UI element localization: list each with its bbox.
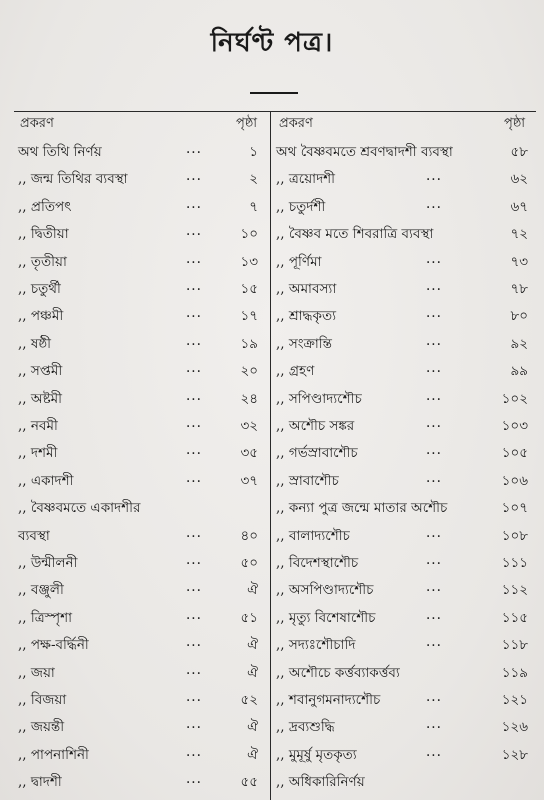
index-entry — [18, 223, 268, 245]
index-entry-page: ১০৭ — [501, 500, 528, 517]
index-entry-title: ,, উন্মীলনী — [18, 555, 78, 571]
index-entry-leader: ... — [186, 634, 202, 651]
index-entry-leader: ... — [426, 524, 442, 541]
index-entry-title: ,, দ্রব্যশুদ্ধি — [276, 719, 335, 736]
index-entry-title: ,, অধিকারিনির্ণয় — [276, 774, 365, 791]
index-entry-title: ,, তৃতীয়া — [18, 253, 67, 270]
index-entry — [276, 415, 540, 437]
index-entry — [18, 470, 268, 492]
index-entry-title: ,, শ্রাদ্ধকৃত্য — [276, 308, 336, 325]
index-entry-leader: ... — [426, 689, 442, 705]
index-entry — [276, 141, 540, 163]
index-entry-page: ১১৯ — [501, 664, 528, 681]
index-entry — [276, 607, 540, 629]
index-entry — [18, 333, 268, 355]
index-entry-page: ঐ — [247, 746, 258, 763]
index-entry — [276, 579, 540, 601]
index-entry-title: অথ তিথি নির্ণয় — [18, 144, 102, 160]
index-entry-leader: ... — [186, 743, 202, 760]
index-entry-leader: ... — [186, 250, 202, 267]
index-entry-title: ,, ত্রয়োদশী — [276, 171, 336, 188]
index-entry-page: ঐ — [247, 582, 258, 599]
column-divider — [270, 111, 271, 800]
index-entry-leader: ... — [426, 195, 442, 212]
index-entry — [276, 442, 540, 464]
index-entry-leader: ... — [186, 168, 202, 185]
index-entry-title: ,, সপ্তমী — [18, 363, 63, 380]
index-entry — [276, 196, 540, 218]
left-column-header-page: পৃষ্ঠা — [236, 116, 258, 131]
index-entry — [18, 278, 268, 300]
right-column-header-label: প্রকরণ — [279, 116, 313, 131]
index-entry-leader: ... — [426, 716, 442, 733]
index-entry — [276, 716, 540, 738]
index-entry-title: ,, একাদশী — [18, 472, 74, 489]
index-entry-page: ৩২ — [240, 418, 258, 434]
index-entry-page: ৭৩ — [510, 253, 528, 270]
index-entry-title: ,, সদ্যঃশৌচাদি — [276, 637, 356, 654]
header-rule — [14, 111, 536, 112]
index-entry-leader: ... — [186, 689, 202, 705]
index-entry-title: ,, অসপিণ্ডাদ্যশৌচ — [276, 582, 374, 599]
index-entry-page: ৯৯ — [510, 363, 528, 380]
index-entry-page: ৭২ — [510, 226, 528, 243]
index-entry — [18, 415, 268, 437]
index-entry — [276, 168, 540, 190]
index-entry-page: ১৩ — [240, 253, 258, 270]
index-entry-page: ৮০ — [510, 308, 528, 325]
index-entry-page: ঐ — [247, 637, 258, 654]
index-entry-page: ১১২ — [501, 582, 528, 599]
index-entry-leader: ... — [426, 278, 442, 294]
index-entry — [18, 388, 268, 410]
index-entry-page: ১৭ — [240, 308, 258, 325]
index-entry-title: ,, পঞ্চমী — [18, 308, 64, 325]
index-entry-leader: ... — [426, 332, 442, 349]
left-column-header-label: প্রকরণ — [20, 116, 54, 131]
index-entry-leader: ... — [186, 415, 202, 431]
index-entry-leader: ... — [186, 469, 202, 486]
index-entry-title: ,, বালাদ্যশৌচ — [276, 527, 350, 544]
index-entry — [18, 168, 268, 190]
index-entry-title: ,, মুমূর্ষু মৃতকৃত্য — [276, 746, 357, 763]
index-entry-title: ,, পূর্ণিমা — [276, 253, 322, 270]
index-entry-title: ,, দশমী — [18, 445, 58, 462]
index-entry-leader: ... — [426, 168, 442, 185]
index-entry-title: ,, অশৌচে কর্ত্তব্যাকর্ত্তব্য — [276, 664, 400, 681]
index-entry-page: ১০৩ — [501, 418, 528, 434]
index-entry-title: ,, জয়া — [18, 664, 55, 681]
index-entry-leader: ... — [426, 387, 442, 404]
index-entry-page: ১২১ — [501, 692, 528, 708]
index-entry — [276, 552, 540, 574]
index-entry-page: ৬৭ — [510, 198, 528, 215]
index-entry-title: ,, সপিণ্ডাদ্যশৌচ — [276, 390, 362, 407]
index-entry-page: ৫৫ — [240, 774, 258, 791]
index-entry-leader: ... — [186, 606, 202, 623]
index-entry-page: ১২৬ — [501, 719, 528, 736]
index-entry-title: ,, অশৌচ সঙ্কর — [276, 418, 355, 434]
index-entry-title: ,, জয়ন্তী — [18, 719, 65, 736]
index-entry-title: অথ বৈষ্ণবমতে শ্রবণদ্বাদশী ব্যবস্থা — [276, 144, 453, 160]
index-entry — [18, 662, 268, 684]
index-entry-leader: ... — [186, 360, 202, 377]
index-entry — [276, 333, 540, 355]
index-entry-leader: ... — [426, 552, 442, 568]
index-entry-page: ৫৮ — [510, 144, 528, 160]
index-entry-title: ,, ত্রিস্পৃশা — [18, 609, 73, 626]
index-entry-leader: ... — [186, 278, 202, 294]
index-entry-title: ,, গ্রহণ — [276, 363, 315, 380]
index-entry-leader: ... — [186, 195, 202, 212]
index-entry — [276, 689, 540, 711]
index-entry-leader: ... — [426, 442, 442, 459]
index-entry — [276, 662, 540, 684]
index-entry-page: ১ — [249, 144, 258, 160]
index-entry — [18, 141, 268, 163]
index-entry-title: ,, বিজয়া — [18, 692, 67, 708]
index-entry-leader: ... — [426, 250, 442, 267]
index-entry-title: ,, দ্বিতীয়া — [18, 226, 69, 243]
index-entry — [276, 360, 540, 382]
index-entry — [18, 744, 268, 766]
index-entry-page: ৯২ — [510, 335, 528, 352]
index-entry-title: ,, বিদেশস্থাশৌচ — [276, 555, 359, 571]
index-entry-title: ,, অমাবস্যা — [276, 281, 337, 297]
index-entry-title: ,, দ্বাদশী — [18, 774, 62, 791]
index-entry-leader: ... — [186, 387, 202, 404]
index-entry-title: ,, বৈষ্ণব মতে শিবরাত্রি ব্যবস্থা — [276, 226, 434, 243]
index-entry — [276, 305, 540, 327]
index-entry — [18, 305, 268, 327]
index-entry-title: ,, স্রাবাশৌচ — [276, 472, 339, 489]
index-entry — [276, 278, 540, 300]
index-entry-page: ৫১ — [240, 609, 258, 626]
index-entry-leader: ... — [426, 579, 442, 596]
index-entry — [276, 388, 540, 410]
index-entry-title: ,, কন্যা পুত্র জন্মে মাতার অশৌচ — [276, 500, 448, 517]
index-entry-title: ,, চতুর্থী — [18, 281, 61, 297]
index-entry-leader: ... — [426, 415, 442, 431]
index-entry-title: ,, পাপনাশিনী — [18, 746, 89, 763]
index-entry — [276, 744, 540, 766]
index-entry-leader: ... — [426, 305, 442, 322]
index-entry-page: ৭ — [249, 198, 258, 215]
index-entry-page: ১০৬ — [501, 472, 528, 489]
index-entry-title: ,, ষষ্ঠী — [18, 335, 51, 352]
title-underline — [250, 92, 298, 94]
index-entry — [18, 360, 268, 382]
index-entry-leader: ... — [426, 743, 442, 760]
index-entry-title: ব্যবস্থা — [18, 527, 50, 544]
index-entry-page: ১১১ — [501, 555, 528, 571]
index-entry-leader: ... — [186, 332, 202, 349]
index-entry-page: ৪০ — [240, 527, 258, 544]
index-entry-leader: ... — [426, 360, 442, 377]
index-entry-leader: ... — [186, 552, 202, 568]
index-entry — [276, 771, 540, 793]
index-entry-page: ১০২ — [501, 390, 528, 407]
index-entry-leader: ... — [186, 661, 202, 678]
page-title: নির্ঘণ্ট পত্র। — [210, 28, 334, 58]
index-entry-page: ১১৮ — [501, 637, 528, 654]
index-entry-leader: ... — [186, 524, 202, 541]
index-entry-title: ,, শবানুগমনাদ্যশৌচ — [276, 692, 381, 708]
right-column-header-page: পৃষ্ঠা — [504, 116, 526, 131]
index-entry — [18, 442, 268, 464]
index-entry-title: ,, গর্ভস্রাবাশৌচ — [276, 445, 358, 462]
index-entry-leader: ... — [426, 469, 442, 486]
index-entry-page: ১০ — [240, 226, 258, 243]
index-entry-page: ৩৫ — [240, 445, 258, 462]
index-entry-page: ২ — [249, 171, 258, 188]
index-entry-title: ,, পক্ষ-বর্দ্ধিনী — [18, 637, 89, 654]
index-entry — [18, 634, 268, 656]
index-entry-title: ,, নবমী — [18, 418, 58, 434]
index-entry-page: ১০৮ — [501, 527, 528, 544]
index-entry — [18, 579, 268, 601]
index-entry — [276, 470, 540, 492]
index-entry-title: ,, প্রতিপৎ — [18, 198, 72, 215]
index-entry-page: ঐ — [247, 664, 258, 681]
index-entry — [18, 607, 268, 629]
index-entry-title: ,, সংক্রান্তি — [276, 335, 332, 352]
index-entry-title: ,, জন্ম তিথির ব্যবস্থা — [18, 171, 128, 188]
index-entry — [18, 525, 268, 547]
index-entry-title: ,, মৃত্যু বিশেষাশৌচ — [276, 609, 376, 626]
index-entry-leader: ... — [186, 223, 202, 240]
index-entry-page: ঐ — [247, 719, 258, 736]
index-entry-page: ৫২ — [240, 692, 258, 708]
index-entry — [18, 716, 268, 738]
index-entry — [18, 771, 268, 793]
index-entry — [276, 497, 540, 519]
index-entry-title: ,, বঞ্জুলী — [18, 582, 64, 599]
index-entry — [276, 251, 540, 273]
index-entry-page: ৫০ — [240, 555, 258, 571]
index-entry-title: ,, অষ্টমী — [18, 390, 63, 407]
index-entry-page: ১১৫ — [501, 609, 528, 626]
index-entry — [18, 251, 268, 273]
index-entry-leader: ... — [186, 716, 202, 733]
index-entry — [276, 634, 540, 656]
index-entry — [18, 552, 268, 574]
index-entry — [276, 223, 540, 245]
index-entry-leader: ... — [186, 141, 202, 157]
index-entry-leader: ... — [186, 579, 202, 596]
index-entry-title: ,, চতুর্দশী — [276, 198, 326, 215]
index-entry — [18, 689, 268, 711]
index-entry-leader: ... — [186, 442, 202, 459]
index-entry-title: ,, বৈষ্ণবমতে একাদশীর — [18, 500, 141, 517]
index-entry-page: ১০৫ — [501, 445, 528, 462]
index-entry-page: ১৯ — [240, 335, 258, 352]
index-entry-page: ২৪ — [240, 390, 258, 407]
index-entry-leader: ... — [186, 771, 202, 788]
index-entry — [276, 525, 540, 547]
index-entry-page: ৬২ — [510, 171, 528, 188]
index-entry-leader: ... — [186, 305, 202, 322]
index-entry-page: ৭৮ — [510, 281, 528, 297]
index-entry-page: ২০ — [240, 363, 258, 380]
index-entry-leader: ... — [426, 606, 442, 623]
index-entry-page: ১২৮ — [501, 746, 528, 763]
index-entry-page: ৩৭ — [240, 472, 258, 489]
index-entry-page: ১৫ — [240, 281, 258, 297]
index-entry — [18, 196, 268, 218]
index-entry — [18, 497, 268, 519]
index-entry-leader: ... — [426, 634, 442, 651]
